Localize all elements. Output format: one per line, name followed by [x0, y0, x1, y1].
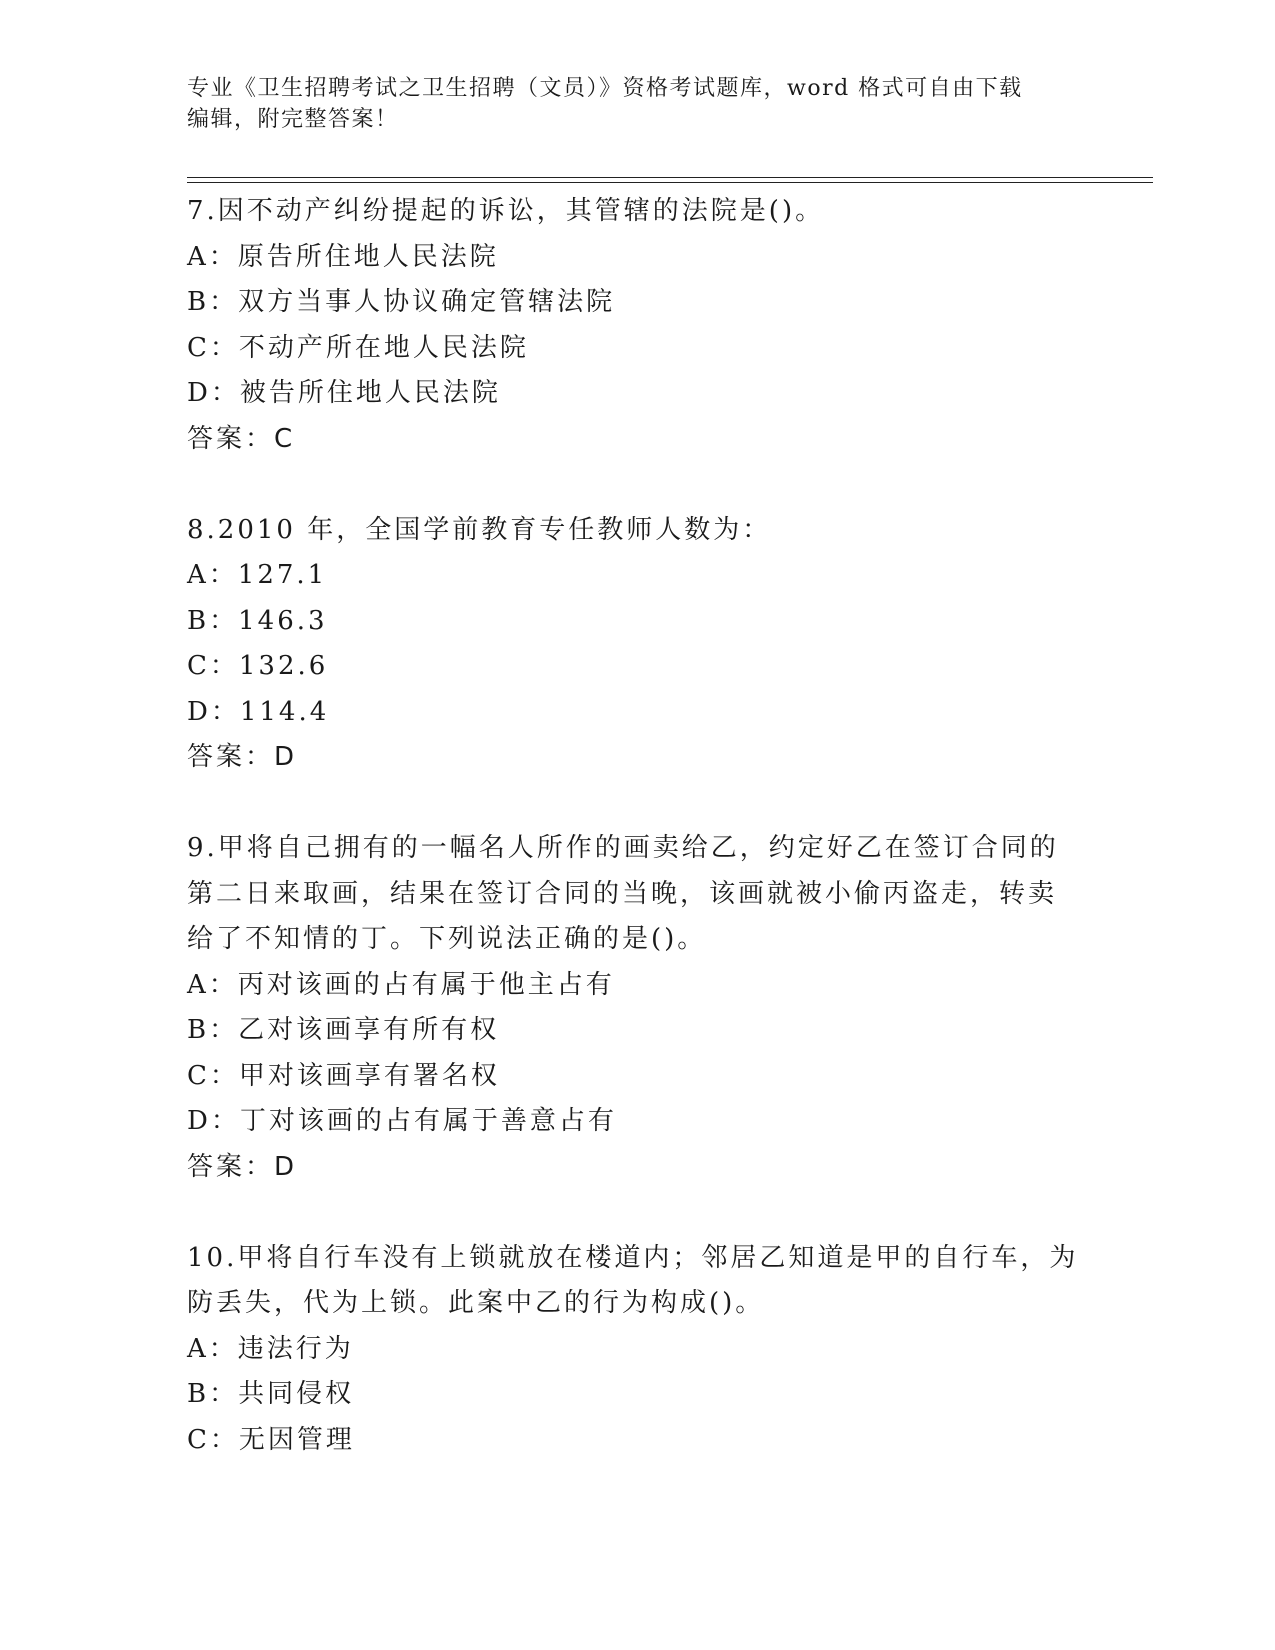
question-10-text-line-1: 10.甲将自行车没有上锁就放在楼道内；邻居乙知道是甲的自行车，为: [187, 1242, 1079, 1273]
question-7-option-b: B：双方当事人协议确定管辖法院: [187, 287, 616, 317]
question-7-option-c: C：不动产所在地人民法院: [187, 332, 529, 363]
question-7-answer: 答案：C: [187, 423, 296, 454]
header-line-2: 编辑，附完整答案！: [187, 107, 399, 132]
question-8-option-d: D：114.4: [187, 696, 330, 727]
spacer: [187, 781, 1087, 827]
header-divider-bottom: [187, 182, 1153, 183]
question-list: [187, 189, 1087, 1463]
question-9-text-line-2: 第二日来取画，结果在签订合同的当晚，该画就被小偷丙盗走，转卖: [187, 878, 1058, 909]
question-9-text-line-1: 9.甲将自己拥有的一幅名人所作的画卖给乙，约定好乙在签订合同的: [187, 833, 1059, 863]
question-10: [187, 1236, 1087, 1464]
question-10-option-c: C：无因管理: [187, 1424, 355, 1455]
question-8: [187, 508, 1087, 781]
question-9-option-a: A：丙对该画的占有属于他主占有: [187, 969, 615, 1000]
question-9-option-c: C：甲对该画享有署名权: [187, 1060, 500, 1091]
question-9-answer: 答案：D: [187, 1151, 298, 1182]
question-8-option-a: A：127.1: [187, 560, 328, 590]
question-9-option-d: D：丁对该画的占有属于善意占有: [187, 1106, 617, 1136]
spacer: [187, 462, 1087, 508]
question-7-option-a: A：原告所住地人民法院: [187, 241, 499, 272]
spacer: [187, 1190, 1087, 1236]
document-header: [187, 73, 1087, 135]
question-10-option-b: B：共同侵权: [187, 1379, 355, 1409]
question-9-text-line-3: 给了不知情的丁。下列说法正确的是()。: [187, 924, 707, 954]
question-7-text: 7.因不动产纠纷提起的诉讼，其管辖的法院是()。: [187, 196, 825, 226]
question-9-option-b: B：乙对该画享有所有权: [187, 1015, 500, 1045]
question-8-option-c: C：132.6: [187, 651, 329, 681]
header-line-1: 专业《卫生招聘考试之卫生招聘（文员）》资格考试题库，word 格式可自由下载: [187, 76, 1023, 101]
question-10-option-a: A：违法行为: [187, 1333, 354, 1364]
question-8-option-b: B：146.3: [187, 605, 328, 636]
question-9: [187, 826, 1087, 1190]
question-10-text-line-2: 防丢失，代为上锁。此案中乙的行为构成()。: [187, 1288, 765, 1318]
question-8-answer: 答案：D: [187, 742, 298, 772]
question-8-text: 8.2010 年，全国学前教育专任教师人数为：: [187, 514, 772, 545]
question-7: [187, 189, 1087, 462]
header-divider-top: [187, 177, 1153, 178]
question-7-option-d: D：被告所住地人民法院: [187, 378, 501, 408]
